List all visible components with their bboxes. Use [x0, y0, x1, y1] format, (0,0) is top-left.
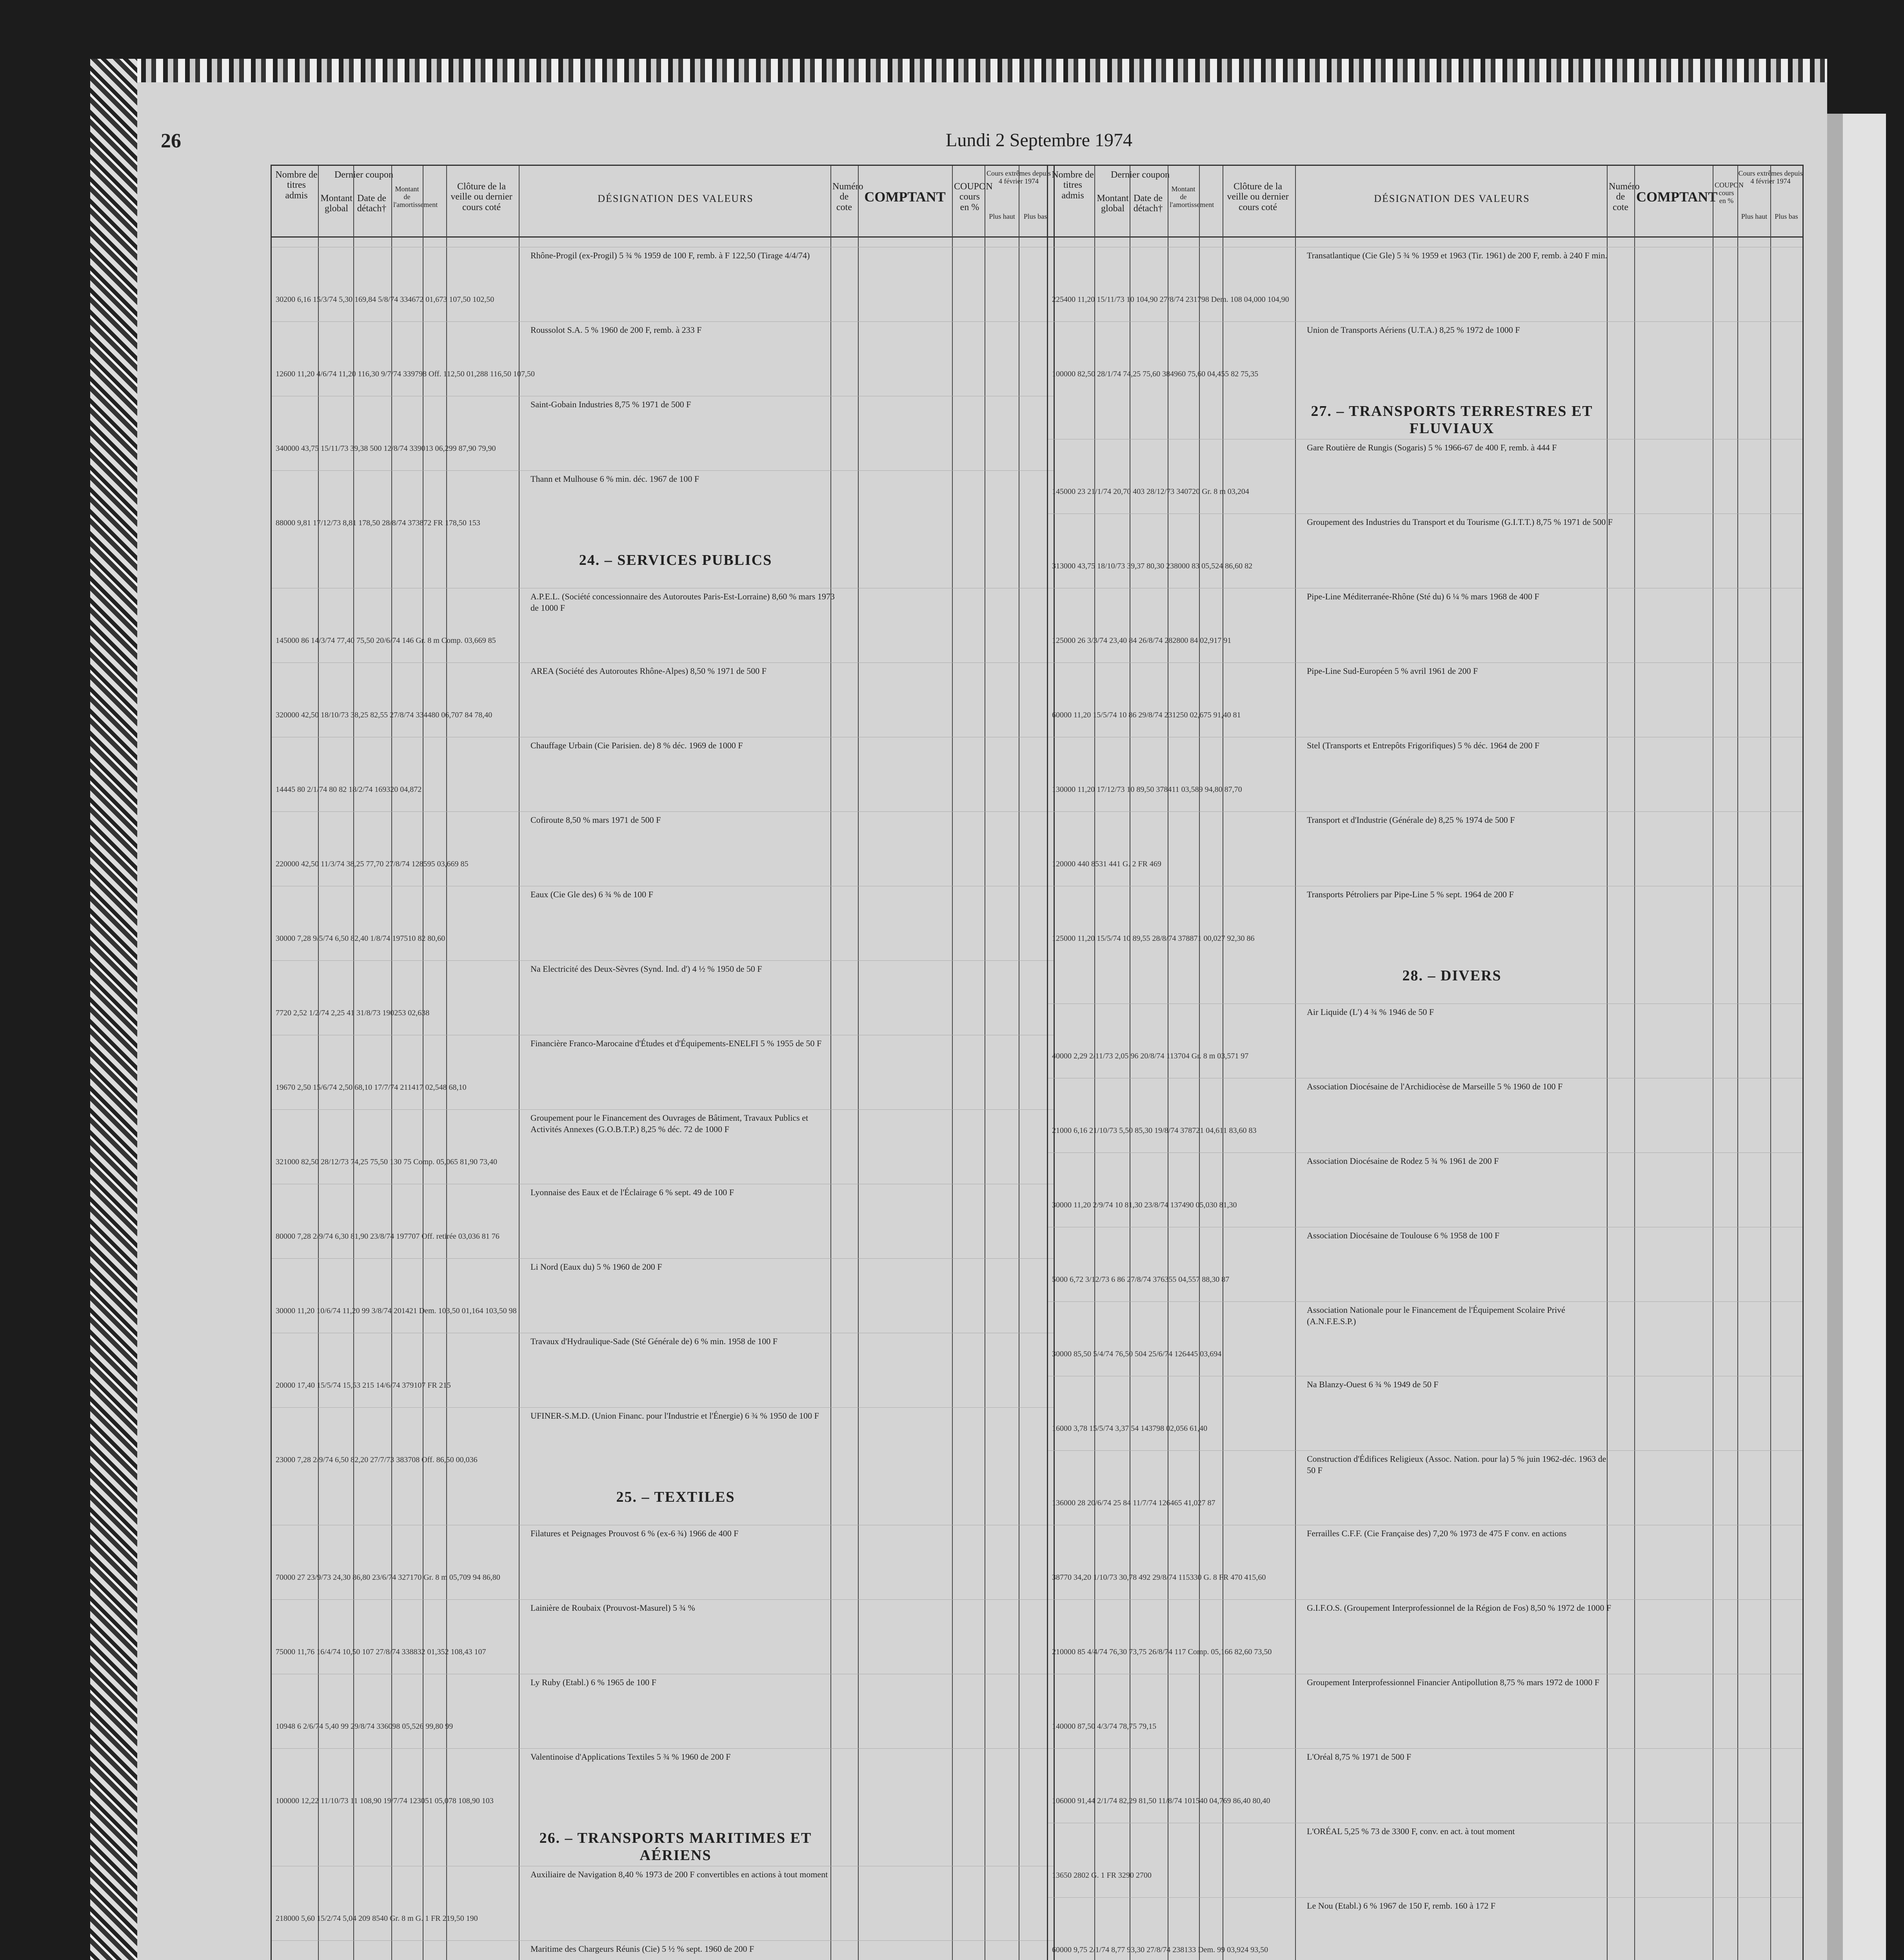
- table-row: [272, 662, 1054, 663]
- security-figures: 19670 2,50 15/6/74 2,50 68,10 17/7/74 211417 02,548 68,10: [276, 1083, 467, 1092]
- col-titres: Nombre de titres admis: [1052, 170, 1094, 201]
- security-designation: Na Electricité des Deux-Sèvres (Synd. Ind. d') 4 ½ % 1950 de 50 F: [531, 964, 762, 974]
- col-dernier-coupon: Dernier coupon: [334, 170, 393, 180]
- security-figures: 70000 27 23/9/73 24,30 86,80 23/6/74 327170 Gr. 8 m 05,709 94 86,80: [276, 1573, 500, 1582]
- security-designation: Groupement pour le Financement des Ouvrages de Bâtiment, Travaux Publics et Activités Annexes (G.O.B.T.P.) 8,25 % déc. 72 de 1000 F: [531, 1113, 808, 1134]
- page-date: Lundi 2 Septembre 1974: [946, 130, 1132, 151]
- security-designation: Pipe-Line Méditerranée-Rhône (Sté du) 6 ¼ % mars 1968 de 400 F: [1307, 592, 1539, 601]
- table-row: [272, 1109, 1054, 1110]
- security-figures: 23000 7,28 2/9/74 6,50 82,20 27/7/73 383708 Off. 86,50 00,036: [276, 1455, 478, 1464]
- security-figures: 145000 86 14/3/74 77,40 75,50 20/6/74 146 Gr. 8 m Comp. 03,669 85: [276, 636, 496, 645]
- security-designation: AREA (Société des Autoroutes Rhône-Alpes) 8,50 % 1971 de 500 F: [531, 666, 767, 676]
- security-designation: Association Nationale pour le Financement de l'Équipement Scolaire Privé (A.N.F.E.S.P.): [1307, 1305, 1565, 1326]
- security-figures: 313000 43,75 18/10/73 39,37 80,30 238000 83 05,524 86,60 82: [1052, 562, 1253, 570]
- col-designation: DÉSIGNATION DES VALEURS: [1374, 193, 1530, 204]
- security-figures: 321000 82,50 28/12/73 74,25 75,50 130 75 Comp. 05,065 81,90 73,40: [276, 1158, 498, 1166]
- table-header: [272, 166, 1054, 238]
- right-quotes-table: [1047, 165, 1804, 1960]
- table-row: [1048, 662, 1802, 663]
- col-cours-extremes: Cours extrêmes depuis 4 février 1974: [987, 169, 1051, 185]
- table-row: [1048, 1897, 1802, 1898]
- table-row: [272, 1407, 1054, 1408]
- section-heading: 28. – DIVERS: [1402, 967, 1502, 984]
- security-designation: Association Diocésaine de Toulouse 6 % 1958 de 100 F: [1307, 1230, 1500, 1240]
- security-designation: Li Nord (Eaux du) 5 % 1960 de 200 F: [531, 1262, 662, 1272]
- security-figures: 10948 6 2/6/74 5,40 99 29/8/74 336098 05,526 99,80 99: [276, 1722, 453, 1731]
- security-designation: A.P.E.L. (Société concessionnaire des Autoroutes Paris-Est-Lorraine) 8,60 % mars 1973 de 1000 F: [531, 592, 835, 613]
- col-date: Date de détach†: [357, 193, 387, 214]
- left-quotes-table: [271, 165, 1055, 1960]
- security-designation: Chauffage Urbain (Cie Parisien. de) 8 % déc. 1969 de 1000 F: [531, 740, 743, 750]
- security-designation: Transports Pétroliers par Pipe-Line 5 % sept. 1964 de 200 F: [1307, 889, 1514, 899]
- security-figures: 125000 26 3/3/74 23,40 84 26/8/74 282800 84 02,917 91: [1052, 636, 1232, 645]
- next-page-edge: [1843, 114, 1886, 1960]
- security-designation: Saint-Gobain Industries 8,75 % 1971 de 500 F: [531, 399, 691, 409]
- security-figures: 13650 2802 G. 1 FR 3290 2700: [1052, 1871, 1152, 1880]
- security-figures: 88000 9,81 17/12/73 8,81 178,50 28/8/74 373872 FR 178,50 153: [276, 519, 480, 527]
- col-amort: Montant de l'amortissement: [1170, 185, 1214, 209]
- table-header: [1048, 166, 1802, 238]
- binding-edge-top: [90, 59, 1827, 82]
- security-designation: Travaux d'Hydraulique-Sade (Sté Générale de) 6 % min. 1958 de 100 F: [531, 1336, 778, 1346]
- security-designation: Lainière de Roubaix (Prouvost-Masurel) 5 ¾ %: [531, 1603, 695, 1613]
- security-designation: Roussolot S.A. 5 % 1960 de 200 F, remb. à 233 F: [531, 325, 702, 335]
- col-montant: Montant global: [1097, 193, 1129, 214]
- section-heading: 27. – TRANSPORTS TERRESTRES ET FLUVIAUX: [1311, 403, 1593, 437]
- security-figures: 12600 11,20 4/6/74 11,20 116,30 9/7/74 339798 Off. 112,50 01,288 116,50 107,50: [276, 370, 535, 378]
- section-heading: 26. – TRANSPORTS MARITIMES ET AÉRIENS: [539, 1830, 812, 1864]
- security-figures: 40000 2,29 2/11/73 2,05 96 20/8/74 113704 Gr. 8 m 03,571 97: [1052, 1052, 1249, 1060]
- security-figures: 14445 80 2/1/74 80 82 18/2/74 169320 04,872: [276, 785, 422, 794]
- security-figures: 75000 11,76 16/4/74 10,50 107 27/8/74 338832 01,352 108,43 107: [276, 1648, 486, 1656]
- col-coupon-cours: COUPON cours en %: [1715, 181, 1744, 205]
- security-figures: 100000 12,22 11/10/73 11 108,90 19/7/74 123051 05,078 108,90 103: [276, 1797, 494, 1805]
- security-figures: 106000 91,44 2/1/74 82,29 81,50 11/8/74 101540 04,769 86,40 80,40: [1052, 1797, 1270, 1805]
- col-cloture: Clôture de la veille ou dernier cours coté: [451, 181, 512, 212]
- security-designation: Eaux (Cie Gle des) 6 ¾ % de 100 F: [531, 889, 653, 899]
- security-figures: 136000 28 20/6/74 25 84 11/7/74 126465 41,027 87: [1052, 1499, 1215, 1507]
- col-numero: Numéro de cote: [1609, 181, 1640, 212]
- col-coupon-cours: COUPON cours en %: [954, 181, 993, 212]
- security-figures: 30000 11,20 10/6/74 11,20 99 3/8/74 201421 Dem. 103,50 01,164 103,50 98: [276, 1307, 517, 1315]
- security-designation: Association Diocésaine de Rodez 5 ¾ % 1961 de 200 F: [1307, 1156, 1499, 1166]
- security-figures: 140000 87,50 4/3/74 78,75 79,15: [1052, 1722, 1157, 1731]
- security-designation: Association Diocésaine de l'Archidiocèse de Marseille 5 % 1960 de 100 F: [1307, 1082, 1563, 1091]
- security-designation: Na Blanzy-Ouest 6 ¾ % 1949 de 50 F: [1307, 1379, 1439, 1389]
- security-designation: Rhône-Progil (ex-Progil) 5 ¾ % 1959 de 100 F, remb. à F 122,50 (Tirage 4/4/74): [531, 250, 810, 260]
- security-figures: 38770 34,20 1/10/73 30,78 492 29/8/74 115330 G. 8 FR 470 415,60: [1052, 1573, 1266, 1582]
- security-figures: 60000 9,75 2/1/74 8,77 93,30 27/8/74 238133 Dem. 99 03,924 93,50: [1052, 1945, 1268, 1954]
- col-plus-haut: Plus haut: [1741, 212, 1768, 220]
- security-figures: 30000 7,28 9/5/74 6,50 82,40 1/8/74 197510 82 80,60: [276, 934, 445, 943]
- table-row: [272, 811, 1054, 812]
- col-date: Date de détach†: [1133, 193, 1163, 214]
- table-row: [1048, 1450, 1802, 1451]
- security-designation: Groupement Interprofessionnel Financier Antipollution 8,75 % mars 1972 de 1000 F: [1307, 1677, 1600, 1687]
- security-figures: 125000 11,20 15/5/74 10 89,55 28/8/74 378871 00,027 92,30 86: [1052, 934, 1255, 943]
- security-designation: Auxiliaire de Navigation 8,40 % 1973 de 200 F convertibles en actions à tout moment: [531, 1869, 828, 1879]
- security-figures: 130000 11,20 17/12/73 10 89,50 378411 03,589 94,80 87,70: [1052, 785, 1242, 794]
- table-row: [272, 960, 1054, 961]
- security-designation: Gare Routière de Rungis (Sogaris) 5 % 1966-67 de 400 F, remb. à 444 F: [1307, 443, 1557, 452]
- security-designation: Valentinoise d'Applications Textiles 5 ¾ % 1960 de 200 F: [531, 1752, 731, 1762]
- col-montant: Montant global: [320, 193, 352, 214]
- security-figures: 100000 82,50 28/1/74 74,25 75,60 384960 75,60 04,455 82 75,35: [1052, 370, 1259, 378]
- table-row: [272, 1748, 1054, 1749]
- security-designation: Union de Transports Aériens (U.T.A.) 8,25 % 1972 de 1000 F: [1307, 325, 1520, 335]
- col-cloture: Clôture de la veille ou dernier cours coté: [1227, 181, 1289, 212]
- security-figures: 30000 11,20 2/9/74 10 81,30 23/8/74 137490 05,030 81,30: [1052, 1201, 1237, 1209]
- security-figures: 120000 440 8531 441 G. 2 FR 469: [1052, 860, 1161, 868]
- security-figures: 60000 11,20 15/5/74 10 86 29/8/74 231250 02,675 91,40 81: [1052, 711, 1241, 719]
- security-figures: 80000 7,28 2/9/74 6,30 81,90 23/8/74 197707 Off. retirée 03,036 81 76: [276, 1232, 500, 1241]
- security-designation: UFINER-S.M.D. (Union Financ. pour l'Industrie et l'Énergie) 6 ¾ % 1950 de 100 F: [531, 1411, 819, 1421]
- security-designation: Transatlantique (Cie Gle) 5 ¾ % 1959 et 1963 (Tir. 1961) de 200 F, remb. à 240 F min.: [1307, 250, 1607, 260]
- page-number: 26: [161, 130, 181, 152]
- security-designation: Ly Ruby (Etabl.) 6 % 1965 de 100 F: [531, 1677, 656, 1687]
- table-row: [1048, 1301, 1802, 1302]
- security-figures: 218000 5,60 15/2/74 5,04 209 8540 Gr. 8 m G. 1 FR 219,50 190: [276, 1914, 478, 1923]
- col-comptant: COMPTANT: [1636, 189, 1718, 205]
- security-designation: Le Nou (Etabl.) 6 % 1967 de 150 F, remb. 160 à 172 F: [1307, 1901, 1495, 1911]
- col-designation: DÉSIGNATION DES VALEURS: [598, 193, 754, 204]
- table-row: [1048, 1748, 1802, 1749]
- security-designation: L'ORÉAL 5,25 % 73 de 3300 F, conv. en act. à tout moment: [1307, 1826, 1515, 1836]
- security-designation: Pipe-Line Sud-Européen 5 % avril 1961 de 200 F: [1307, 666, 1478, 676]
- security-designation: Lyonnaise des Eaux et de l'Éclairage 6 % sept. 49 de 100 F: [531, 1187, 734, 1197]
- security-figures: 20000 17,40 15/5/74 15,53 215 14/6/74 379107 FR 215: [276, 1381, 451, 1390]
- security-figures: 5000 6,72 3/12/73 6 86 27/8/74 376355 04,557 88,30 87: [1052, 1275, 1230, 1284]
- security-figures: 320000 42,50 18/10/73 38,25 82,55 27/8/74 334480 06,707 84 78,40: [276, 711, 492, 719]
- section-heading: 24. – SERVICES PUBLICS: [579, 552, 772, 568]
- security-figures: 7720 2,52 1/2/74 2,25 41 31/8/73 190253 02,638: [276, 1009, 430, 1017]
- security-designation: Groupement des Industries du Transport et du Tourisme (G.I.T.T.) 8,75 % 1971 de 500 F: [1307, 517, 1613, 527]
- col-titres: Nombre de titres admis: [275, 170, 318, 201]
- col-cours-extremes: Cours extrêmes depuis 4 février 1974: [1738, 169, 1803, 185]
- col-comptant: COMPTANT: [864, 189, 946, 205]
- section-heading: 25. – TEXTILES: [616, 1489, 735, 1505]
- table-row: [272, 1940, 1054, 1941]
- security-designation: Cofiroute 8,50 % mars 1971 de 500 F: [531, 815, 661, 825]
- security-figures: 30000 85,50 5/4/74 76,50 504 25/6/74 126445 03,694: [1052, 1350, 1222, 1358]
- security-designation: Ferrailles C.F.F. (Cie Française des) 7,20 % 1973 de 475 F conv. en actions: [1307, 1528, 1567, 1538]
- table-row: [272, 1599, 1054, 1600]
- security-designation: Construction d'Édifices Religieux (Assoc. Nation. pour la) 5 % juin 1962-déc. 1963 de 50 F: [1307, 1454, 1606, 1475]
- table-row: [1048, 321, 1802, 322]
- binding-edge-left: [90, 59, 137, 1960]
- table-row: [1048, 811, 1802, 812]
- security-designation: Air Liquide (L') 4 ¾ % 1946 de 50 F: [1307, 1007, 1434, 1017]
- security-designation: Maritime des Chargeurs Réunis (Cie) 5 ½ % sept. 1960 de 200 F: [531, 1944, 754, 1954]
- col-plus-bas: Plus bas: [1775, 212, 1798, 220]
- col-amort: Montant de l'amortissement: [393, 185, 438, 209]
- col-plus-haut: Plus haut: [989, 212, 1015, 220]
- security-figures: 210000 85 4/4/74 76,30 73,75 26/8/74 117 Comp. 05,166 82,60 73,50: [1052, 1648, 1272, 1656]
- col-dernier-coupon: Dernier coupon: [1111, 170, 1170, 180]
- col-plus-bas: Plus bas: [1023, 212, 1047, 220]
- security-designation: Filatures et Peignages Prouvost 6 % (ex-6 ¾) 1966 de 400 F: [531, 1528, 739, 1538]
- table-row: [272, 1258, 1054, 1259]
- table-row: [272, 321, 1054, 322]
- security-designation: Stel (Transports et Entrepôts Frigorifiques) 5 % déc. 1964 de 200 F: [1307, 740, 1540, 750]
- security-figures: 220000 42,50 11/3/74 38,25 77,70 27/8/74 128595 03,669 85: [276, 860, 469, 868]
- col-numero: Numéro de cote: [832, 181, 863, 212]
- security-figures: 145000 23 21/1/74 20,70 403 28/12/73 340720 Gr. 8 m 03,204: [1052, 487, 1249, 496]
- security-figures: 225400 11,20 15/11/73 10 104,90 27/8/74 231798 Dem. 108 04,000 104,90: [1052, 295, 1289, 304]
- security-designation: Financière Franco-Marocaine d'Études et d'Équipements-ENELFI 5 % 1955 de 50 F: [531, 1038, 822, 1048]
- security-designation: G.I.F.O.S. (Groupement Interprofessionnel de la Région de Fos) 8,50 % 1972 de 1000 F: [1307, 1603, 1611, 1613]
- security-figures: 30200 6,16 15/3/74 5,30 169,84 5/8/74 334672 01,673 107,50 102,50: [276, 295, 494, 304]
- table-row: [272, 470, 1054, 471]
- table-row: [1048, 1152, 1802, 1153]
- security-figures: 21000 6,16 21/10/73 5,50 85,30 19/8/74 378721 04,611 83,60 83: [1052, 1126, 1257, 1135]
- security-figures: 16000 3,78 15/5/74 3,37 54 143798 02,056 61,40: [1052, 1424, 1208, 1433]
- security-designation: Transport et d'Industrie (Générale de) 8,25 % 1974 de 500 F: [1307, 815, 1515, 825]
- table-row: [1048, 1599, 1802, 1600]
- security-figures: 340000 43,75 15/11/73 39,38 500 12/8/74 339013 06,299 87,90 79,90: [276, 444, 496, 453]
- security-designation: Thann et Mulhouse 6 % min. déc. 1967 de 100 F: [531, 474, 699, 484]
- security-designation: L'Oréal 8,75 % 1971 de 500 F: [1307, 1752, 1412, 1762]
